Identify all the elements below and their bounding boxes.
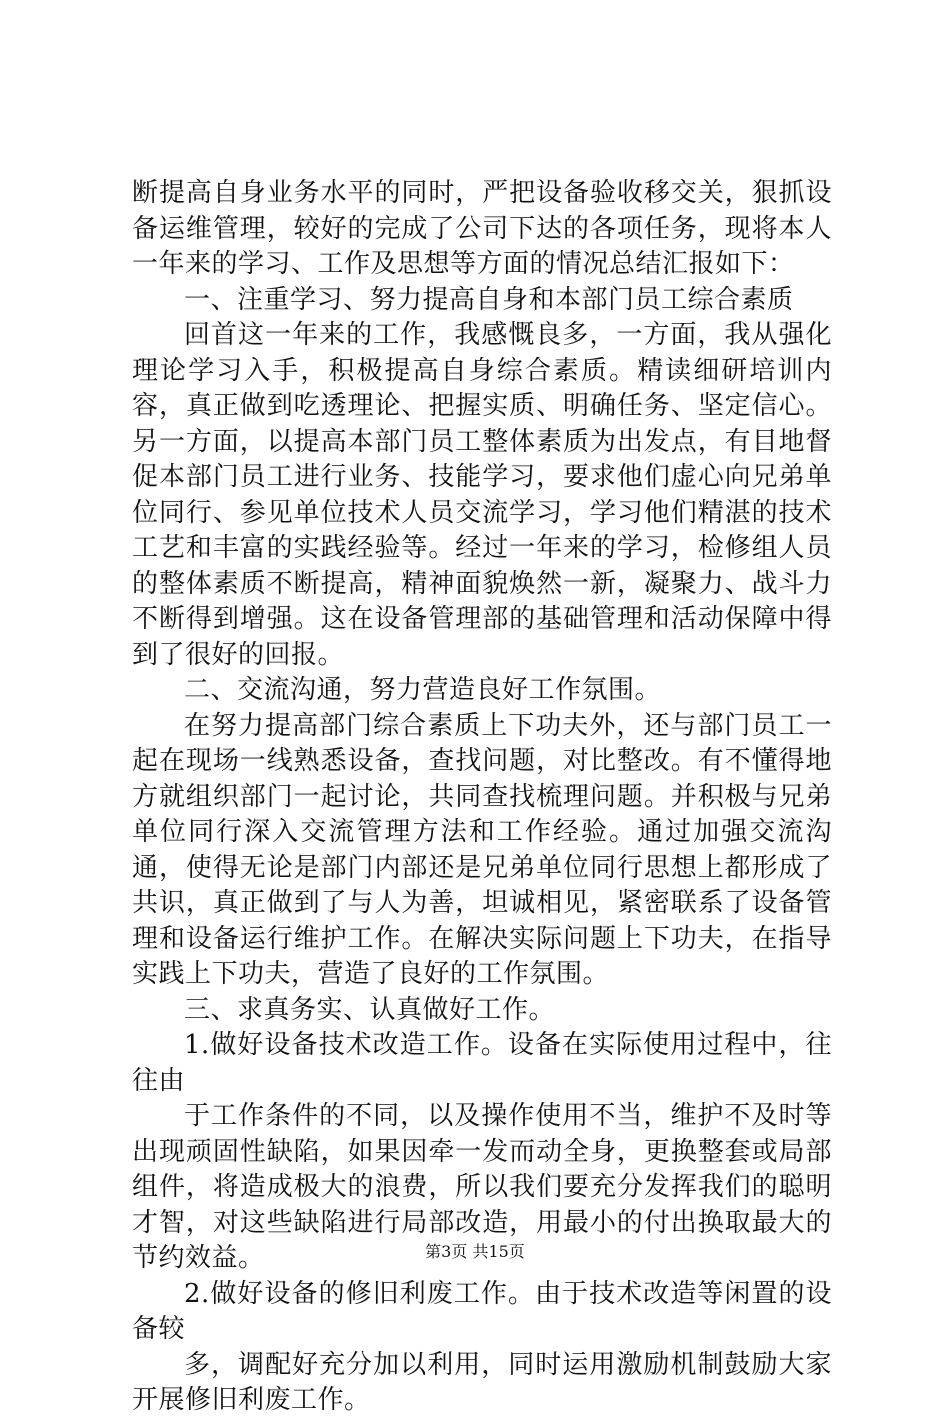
heading-section-2: 二、交流沟通，努力营造良好工作氛围。 [184, 675, 662, 705]
page-number-footer: 第3页 共15页 [425, 1242, 525, 1261]
paragraph-section-2: 在努力提高部门综合素质上下功夫外，还与部门员工一起在现场一线熟悉设备，查找问题，对比整改。有不懂得地方就组织部门一起讨论，共同查找梳理问题。并积极与兄弟单位同行深入交流管理方法和工作经验。通过加强交流沟通，使得无论是部门内部还是兄弟单位同行思想上都形成了共识，真正做到了与人为善，坦诚相见，紧密联系了设备管理和设备运行维护工作。在解决实际问题上下功夫，在指导实践上下功夫，营造了良好的工作氛围。 [132, 710, 832, 989]
heading-section-1: 一、注重学习、努力提高自身和本部门员工综合素质 [184, 284, 794, 315]
item-2-lead: 2.做好设备的修旧利废工作。由于技术改造等闲置的设备较 [132, 1278, 832, 1344]
paragraph-section-1: 回首这一年来的工作，我感慨良多，一方面，我从强化理论学习入手，积极提高自身综合素质。精读细研培训内容，真正做到吃透理论、把握实质、明确任务、坚定信心。另一方面，以提高本部门员工整体素质为出发点，有目地督促本部门员工进行业务、技能学习，要求他们虚心向兄弟单位同行、参见单位技术人员交流学习，学习他们精湛的技术工艺和丰富的实践经验等。经过一年来的学习，检修组人员的整体素质不断提高，精神面貌焕然一新，凝聚力、战斗力不断得到增强。这在设备管理部的基础管理和活动保障中得到了很好的回报。 [132, 320, 832, 670]
heading-section-3: 三、求真务实、认真做好工作。 [184, 994, 556, 1025]
item-2-body: 多，调配好充分加以利用，同时运用激励机制鼓励大家开展修旧利废工作。 [132, 1349, 832, 1415]
paragraph-intro: 断提高自身业务水平的同时，严把设备验收移交关，狠抓设备运维管理，较好的完成了公司下达的各项任务，现将本人一年来的学习、工作及思想等方面的情况总结汇报如下： [132, 178, 832, 279]
document-body [132, 176, 832, 1419]
item-1-body: 于工作条件的不同，以及操作使用不当，维护不及时等出现顽固性缺陷，如果因牵一发而动全身，更换整套或局部组件，将造成极大的浪费，所以我们要充分发挥我们的聪明才智，对这些缺陷进行局部改造，用最小的付出换取最大的节约效益。 [132, 1101, 832, 1273]
item-1-lead: 1.做好设备技术改造工作。设备在实际使用过程中，往往由 [132, 1030, 832, 1096]
